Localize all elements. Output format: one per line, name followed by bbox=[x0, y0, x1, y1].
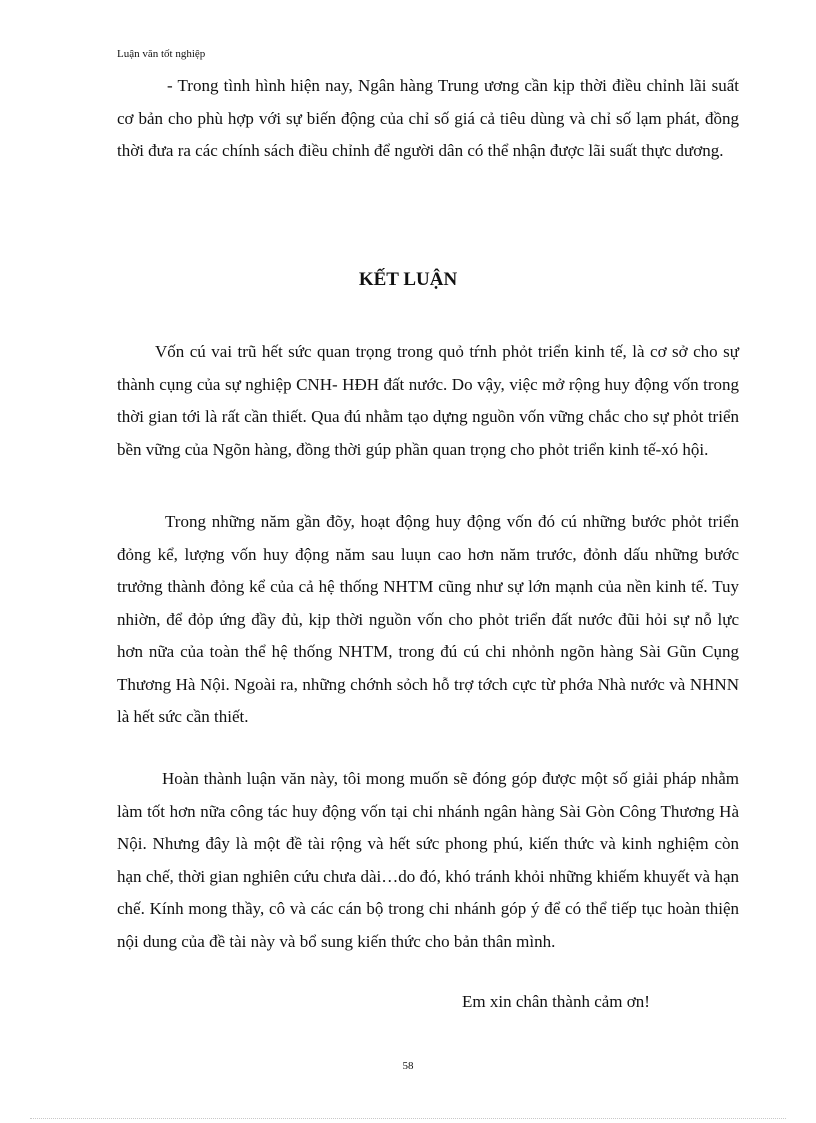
paragraph-conclusion-3: Hoàn thành luận văn này, tôi mong muốn sẽ đóng góp được một số giải pháp nhằm làm tốt hơn nữa công tác huy động vốn tại chi nhánh ngân hàng Sài Gòn Công Thương Hà Nội. Nhưng đây là một đề tài rộng và hết sức phong phú, kiến thức và kinh nghiệm còn hạn chế, thời gian nghiên cứu chưa dài…do đó, khó tránh khỏi những khiếm khuyết và hạn chế. Kính mong thầy, cô và các cán bộ trong chi nhánh góp ý để có thể tiếp tục hoàn thiện nội dung của đề tài này và bổ sung kiến thức cho bản thân mình. bbox=[117, 769, 739, 951]
paragraph-recommendation: - Trong tình hình hiện nay, Ngân hàng Trung ương cần kịp thời điều chỉnh lãi suất cơ bản cho phù hợp với sự biến động của chỉ số giá cả tiêu dùng và chỉ số lạm phát, đồng thời đưa ra các chính sách điều chỉnh để người dân có thể nhận được lãi suất thực dương. bbox=[117, 76, 739, 160]
closing-thanks: Em xin chân thành cảm ơn! bbox=[462, 992, 650, 1011]
paragraph-conclusion-2: Trong những năm gần đõy, hoạt động huy động vốn đó cú những bước phỏt triển đỏng kể, lượng vốn huy động năm sau luụn cao hơn năm trước, đỏnh dấu những bước trưởng thành đỏng kể của cả hệ thống NHTM cũng như sự lớn mạnh của nền kinh tế. Tuy nhiờn, để đỏp ứng đầy đủ, kịp thời nguồn vốn cho phỏt triển đất nước đũi hỏi sự nỗ lực hơn nữa của toàn thể hệ thống NHTM, trong đú cú chi nhỏnh ngõn hàng Sài Gũn Cụng Thương Hà Nội. Ngoài ra, những chớnh sỏch hỗ trợ tớch cực từ phớa Nhà nước và NHNN là hết sức cần thiết. bbox=[117, 512, 739, 726]
footer-divider bbox=[30, 1118, 786, 1119]
section-title: KẾT LUẬN bbox=[358, 269, 458, 290]
running-header: Luận văn tốt nghiệp bbox=[117, 48, 206, 60]
paragraph-conclusion-1: Vốn cú vai trũ hết sức quan trọng trong quỏ tŕnh phỏt triển kinh tế, là cơ sở cho sự thành cụng của sự nghiệp CNH- HĐH đất nước. Do vậy, việc mở rộng huy động vốn trong thời gian tới là rất cần thiết. Qua đú nhằm tạo dựng nguồn vốn vững chắc cho sự phỏt triển bền vững của Ngõn hàng, đồng thời gúp phần quan trọng cho phỏt triển kinh tế-xó hội. bbox=[117, 342, 739, 459]
page-number: 58 bbox=[402, 1060, 414, 1072]
